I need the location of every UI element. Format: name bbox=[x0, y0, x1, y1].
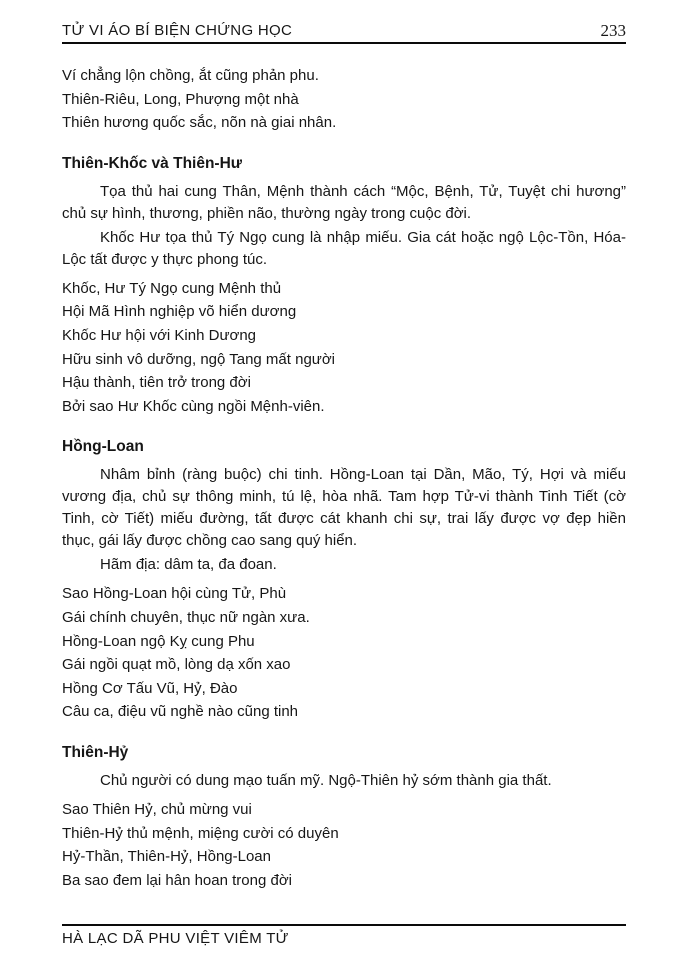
paragraph: Chủ người có dung mạo tuấn mỹ. Ngộ-Thiên hỷ sớm thành gia thất. bbox=[100, 771, 552, 789]
page-body bbox=[62, 60, 626, 892]
verse-line: Khốc Hư hội với Kinh Dương bbox=[62, 326, 257, 344]
section-heading: Thiên-Khốc và Thiên-Hư bbox=[62, 154, 243, 172]
verse-line: Thiên-Riêu, Long, Phượng một nhà bbox=[62, 90, 299, 108]
verse-line: Thiên-Hỷ thủ mệnh, miệng cười có duyên bbox=[62, 824, 339, 842]
verse-line: Sao Hồng-Loan hội cùng Tử, Phù bbox=[62, 585, 287, 603]
verse-line: Hữu sinh vô dưỡng, ngộ Tang mất người bbox=[62, 350, 336, 368]
verse-line: Sao Thiên Hỷ, chủ mừng vui bbox=[62, 800, 252, 818]
paragraph: Nhâm bỉnh (ràng buộc) chi tinh. Hồng-Loan tại Dần, Mão, Tý, Hợi và miếu vương địa, chủ sự thông minh, tú lệ, hòa nhã. Tam hợp Tử-vi thành Tinh Tiết (cờ Tinh, cờ Tiết) miếu đường, tất được cát khanh chi sự, trai lấy được vợ đẹp hiền thục, gái lấy được chồng cao sang quý hiển. bbox=[62, 466, 626, 550]
section-thien-khoc-thien-hu bbox=[62, 155, 626, 419]
footer-author: HÀ LẠC DÃ PHU VIỆT VIÊM TỬ bbox=[62, 930, 289, 947]
page-footer bbox=[62, 924, 626, 947]
verse-line: Thiên hương quốc sắc, nõn nà giai nhân. bbox=[62, 114, 337, 132]
verse-line: Hội Mã Hình nghiệp võ hiển dương bbox=[62, 303, 297, 321]
page-header bbox=[62, 22, 626, 44]
paragraph: Khốc Hư tọa thủ Tý Ngọ cung là nhập miếu. Gia cát hoặc ngộ Lộc-Tồn, Hóa-Lộc tất được y thực phong túc. bbox=[62, 228, 626, 268]
verse-line: Khốc, Hư Tý Ngọ cung Mệnh thủ bbox=[62, 279, 282, 297]
section-hong-loan bbox=[62, 438, 626, 724]
verse-line: Hồng-Loan ngộ Kỵ cung Phu bbox=[62, 632, 255, 650]
paragraph: Tọa thủ hai cung Thân, Mệnh thành cách “Mộc, Bệnh, Tử, Tuyệt chi hương” chủ sự hình, thương, phiền não, thường ngày trong cuộc đời. bbox=[62, 182, 626, 222]
section-thien-hy bbox=[62, 744, 626, 892]
book-title: TỬ VI ÁO BÍ BIỆN CHỨNG HỌC bbox=[62, 22, 293, 39]
verse-block bbox=[62, 277, 626, 419]
section-heading: Hồng-Loan bbox=[62, 438, 144, 456]
verse-block bbox=[62, 798, 626, 892]
verse-line: Gái chính chuyên, thục nữ ngàn xưa. bbox=[62, 608, 310, 626]
page-number: 233 bbox=[600, 21, 626, 40]
verse-line: Ví chẳng lộn chồng, ắt cũng phản phu. bbox=[62, 67, 319, 84]
verse-line: Hồng Cơ Tấu Vũ, Hỷ, Đào bbox=[62, 679, 238, 697]
verse-line: Hậu thành, tiên trở trong đời bbox=[62, 374, 251, 392]
section-heading: Thiên-Hỷ bbox=[62, 743, 129, 761]
verse-line: Câu ca, điệu vũ nghề nào cũng tinh bbox=[62, 703, 299, 721]
paragraph: Hãm địa: dâm ta, đa đoan. bbox=[100, 556, 277, 574]
verse-line: Hỷ-Thần, Thiên-Hỷ, Hồng-Loan bbox=[62, 848, 271, 866]
verse-block bbox=[62, 582, 626, 724]
verse-line: Gái ngồi quạt mồ, lòng dạ xốn xao bbox=[62, 656, 291, 674]
intro-verse-block bbox=[62, 64, 626, 135]
verse-line: Bởi sao Hư Khốc cùng ngồi Mệnh-viên. bbox=[62, 397, 325, 415]
verse-line: Ba sao đem lại hân hoan trong đời bbox=[62, 871, 292, 889]
